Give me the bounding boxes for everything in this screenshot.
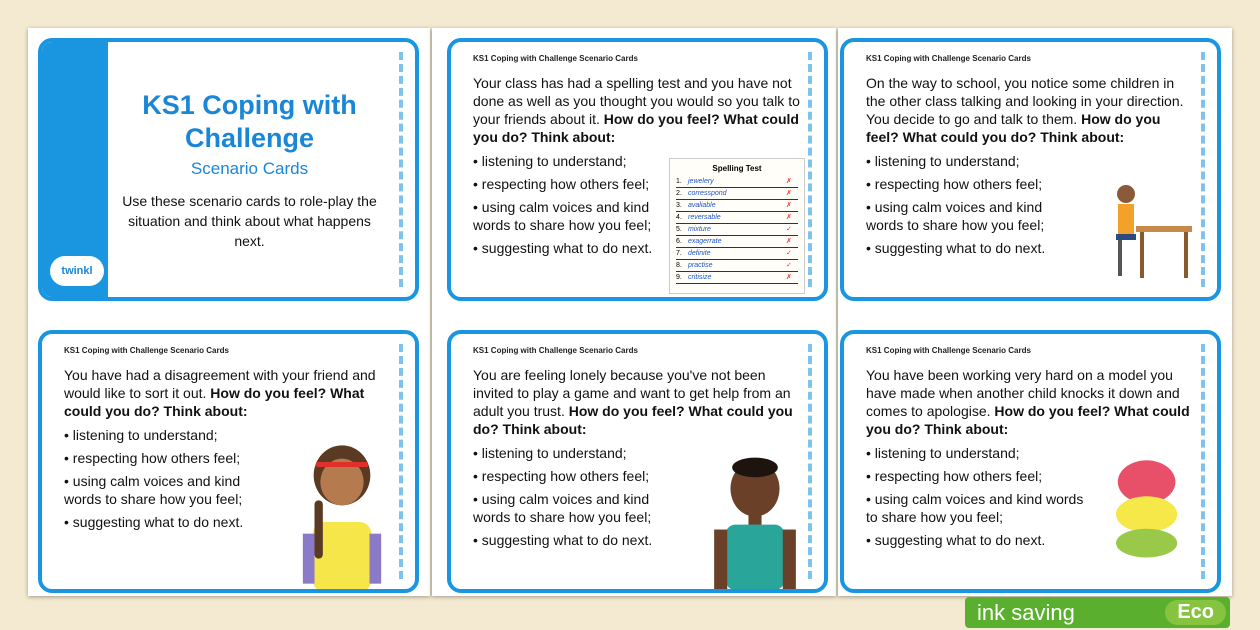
bullet-item: • suggesting what to do next. [473,240,653,256]
word-number: 3. [676,202,682,209]
question-text: How do you feel? What could you do? Think about: [866,111,1161,145]
question-text: How do you feel? What could you do? Think about: [866,403,1190,437]
scenario-card [447,330,828,593]
child-at-desk-illustration [1106,182,1196,282]
word-number: 9. [676,274,682,281]
bullet-list [866,444,1086,549]
scenario-text: Your class has had a spelling test and you have not done as well as you thought you would so you talk to your friends about it. [473,75,800,127]
cut-line [808,52,812,287]
spelling-test-image [669,158,805,294]
word-mark: ✗ [786,214,792,221]
scenario-text: You have been working very hard on a model you have made when another child knocks it down and comes to apologise. [866,367,1180,419]
bullet-item: • suggesting what to do next. [866,532,1046,548]
bullet-item: • respecting how others feel; [473,176,650,192]
scenario-text: You have had a disagreement with your friend and would like to sort it out. [64,367,376,401]
word-mark: ✗ [786,238,792,245]
cover-title: KS1 Coping with Challenge [142,89,357,153]
bullet-item: • respecting how others feel; [64,450,241,466]
word-mark: ✓ [786,262,792,269]
word-mark: ✗ [786,178,792,185]
word-text: avaliable [688,202,716,209]
sad-girl-illustration [292,442,392,592]
bullet-item: • listening to understand; [64,427,218,443]
cover-description: Use these scenario cards to role-play the situation and think about what happens next. [122,192,377,249]
word-text: critisize [688,274,712,281]
spelling-word [676,176,798,188]
cut-line [1201,52,1205,287]
bullet-item: • listening to understand; [473,445,627,461]
spelling-word [676,200,798,212]
bullet-item: • listening to understand; [866,153,1020,169]
sad-boy-illustration [713,456,797,590]
bullet-list [64,426,279,531]
question-text: How do you feel? What could you do? Think about: [64,385,365,419]
bullet-list [473,152,663,257]
word-text: reversable [688,214,721,221]
card-header: KS1 Coping with Challenge Scenario Cards [866,54,1031,63]
twinkl-logo: twinkl [50,256,104,286]
word-mark: ✗ [786,274,792,281]
cut-line [1201,344,1205,579]
bullet-item: • using calm voices and kind words to share how you feel; [473,199,652,233]
spelling-word [676,212,798,224]
bullet-list [866,152,1071,257]
scenario-text: You are feeling lonely because you've not been invited to play a game and want to get help from an adult you trust. [473,367,791,419]
word-number: 2. [676,190,682,197]
cover-content [108,42,391,297]
cut-line [399,344,403,579]
word-number: 1. [676,178,682,185]
spelling-word [676,272,798,284]
scenario-card [38,330,419,593]
eco-leaf-label: Eco [1165,600,1226,625]
spelling-word [676,236,798,248]
bullet-item: • suggesting what to do next. [473,532,653,548]
bullet-item: • suggesting what to do next. [64,514,244,530]
bullet-item: • respecting how others feel; [866,176,1043,192]
scenario-card [840,38,1221,301]
spelling-word [676,188,798,200]
card-header: KS1 Coping with Challenge Scenario Cards [473,54,638,63]
word-text: jewelery [688,178,714,185]
spelling-word [676,260,798,272]
word-text: corresspond [688,190,727,197]
bullet-item: • using calm voices and kind words to share how you feel; [866,199,1045,233]
word-number: 4. [676,214,682,221]
word-number: 7. [676,250,682,257]
word-text: mixture [688,226,711,233]
scenario-card [447,38,828,301]
bullet-list [473,444,688,549]
question-text: How do you feel? What could you do? Think about: [473,403,793,437]
bullet-item: • suggesting what to do next. [866,240,1046,256]
ink-saving-badge [965,597,1230,628]
word-mark: ✓ [786,250,792,257]
scenario-card [840,330,1221,593]
bullet-item: • respecting how others feel; [866,468,1043,484]
ink-saving-label: ink saving [977,599,1075,625]
cover-card [38,38,419,301]
card-header: KS1 Coping with Challenge Scenario Cards [473,346,638,355]
bullet-item: • listening to understand; [866,445,1020,461]
cut-line [399,52,403,287]
spelling-test-title: Spelling Test [712,164,762,173]
word-text: practise [688,262,713,269]
word-text: exagerrate [688,238,722,245]
word-number: 8. [676,262,682,269]
bullet-item: • using calm voices and kind words to share how you feel; [64,473,243,507]
scenario-text: On the way to school, you notice some children in the other class talking and looking in your direction. You decide to go and talk to them. [866,75,1184,127]
word-mark: ✗ [786,190,792,197]
spelling-word [676,248,798,260]
model-tower-illustration [1116,458,1188,558]
bullet-item: • listening to understand; [473,153,627,169]
card-header: KS1 Coping with Challenge Scenario Cards [64,346,229,355]
word-mark: ✓ [786,226,792,233]
bullet-item: • respecting how others feel; [473,468,650,484]
word-number: 6. [676,238,682,245]
bullet-item: • using calm voices and kind words to share how you feel; [866,491,1084,525]
cut-line [808,344,812,579]
word-text: definite [688,250,711,257]
word-mark: ✗ [786,202,792,209]
card-header: KS1 Coping with Challenge Scenario Cards [866,346,1031,355]
bullet-item: • using calm voices and kind words to share how you feel; [473,491,652,525]
word-number: 5. [676,226,682,233]
question-text: How do you feel? What could you do? Think about: [473,111,799,145]
cover-subtitle: Scenario Cards [190,158,309,178]
spelling-word [676,224,798,236]
